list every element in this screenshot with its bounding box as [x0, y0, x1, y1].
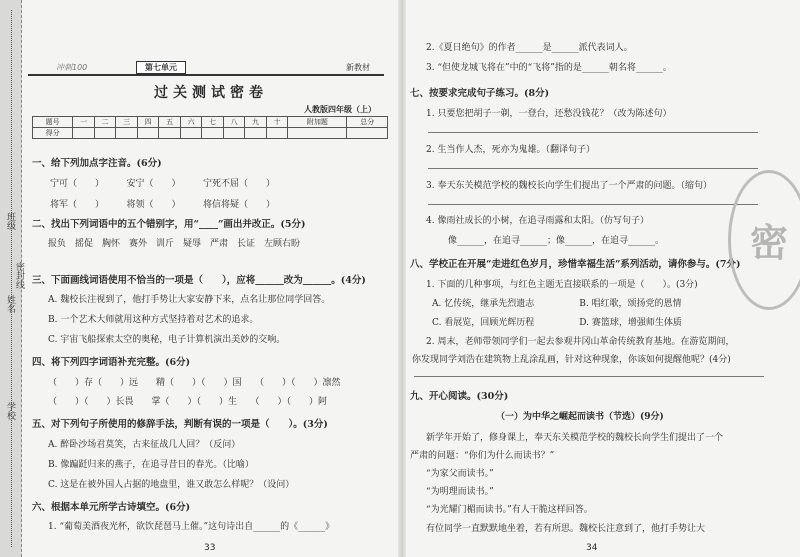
score-entry-cell[interactable] [202, 128, 224, 139]
section-6-question-3: 3. “但使龙城飞将在”中的“飞将”指的是______朝名将______。 [426, 63, 672, 73]
section-1-row-1: 宁可（ ） 安宁（ ） 宁死不屈（ ） [50, 179, 276, 189]
section-5-option-a: A. 醉卧沙场君莫笑，古来征战几人回？（反问） [48, 440, 241, 450]
score-cell: 九 [245, 117, 267, 128]
section-1-title: 一、给下列加点字注音。(6分) [32, 158, 162, 169]
score-entry-cell[interactable] [180, 128, 202, 139]
section-7-item-4: 4. 像雨社成长的小树，在追寻雨露和太阳。（仿写句子） [426, 216, 649, 226]
binding-label-school: 学校 [5, 402, 15, 420]
answer-line[interactable] [414, 376, 764, 377]
unit-header [28, 62, 384, 76]
reading-paragraph-3: “为明理而读书。” [426, 487, 494, 497]
unit-label: 第七单元 [136, 61, 186, 74]
section-8-title: 八、学校正在开展“走进红色岁月，珍惜幸福生活”系列活动，请你参与。(7分) [410, 259, 741, 270]
secret-stamp: 密 [728, 170, 800, 310]
section-8-question-1: 1. 下面的几种事项，与红色主题无直接联系的一项是（ ）。(3分) [426, 280, 698, 290]
score-entry-cell[interactable] [223, 128, 245, 139]
section-1-row-2: 将军（ ） 将领（ ） 将信将疑（ ） [50, 200, 276, 210]
section-7-title: 七、按要求完成句子练习。(8分) [410, 88, 550, 99]
section-7-item-1: 1. 只要您把胡子一剃，一登台，还愁没钱花？（改为陈述句） [426, 109, 672, 119]
binding-margin [0, 0, 22, 557]
section-5-title: 五、对下列句子所使用的修辞手法，判断有误的一项是（ ）。(3分) [32, 419, 328, 430]
page-number-right: 34 [586, 543, 598, 553]
section-4-row-2: （ ）（ ）长畏 掌（ ）（ ）生 （ ）（ ）阿 [48, 397, 328, 407]
score-cell: 七 [202, 117, 224, 128]
section-3-title: 三、下面画线词语使用不恰当的一项是（ ），应将______改为______。(4分) [32, 275, 366, 286]
answer-line[interactable] [428, 132, 758, 133]
section-7-item-3: 3. 奉天东关模范学校的魏校长向学生们提出了一个严肃的问题。（缩句） [426, 181, 712, 191]
score-cell: 八 [223, 117, 245, 128]
new-textbook-label: 新教材 [346, 63, 370, 72]
binding-label-class: 班级 [5, 212, 15, 230]
section-6-question-1: 1. “葡萄美酒夜光杯，欲饮琵琶马上催。”这句诗出自______的《______》 [48, 522, 335, 532]
reading-paragraph-4: “为光耀门楣而读书。”有人干脆这样回答。 [426, 505, 593, 515]
score-cell: 十 [266, 117, 288, 128]
score-cell: 五 [159, 117, 181, 128]
section-3-option-b: B. 一个艺术大师就用这种方式坚持着对艺术的追求。 [48, 315, 259, 325]
left-page [26, 0, 396, 557]
binding-label-seal: 密封线 [14, 262, 24, 289]
score-entry-cell[interactable] [137, 128, 159, 139]
reading-paragraph-5: 有位同学一直默默地坐着，若有所思。魏校长注意到了，他打手势让大 [426, 524, 706, 534]
section-4-title: 四、将下列四字词语补充完整。(6分) [32, 357, 191, 368]
header-rule [28, 74, 384, 76]
section-8-question-2a: 2. 周末，老师带领同学们一起去参观井冈山革命传统教育基地。在游览期间， [426, 337, 735, 347]
page-number-left: 33 [204, 543, 216, 553]
exam-title: 过关测试密卷 [154, 85, 268, 101]
section-6-title: 六、根据本单元所学古诗填空。(6分) [32, 502, 191, 513]
reading-paragraph-1a: 新学年开始了，修身课上，奉天东关模范学校的魏校长向学生们提出了一个 [426, 433, 724, 443]
section-4-row-1: （ ）存（ ）远 精（ ）（ ）国 （ ）（ ）凛然 [48, 378, 341, 388]
score-cell: 附加题 [288, 117, 347, 128]
score-table [32, 116, 388, 139]
score-label-cell: 得分 [33, 128, 73, 139]
section-6-question-2: 2.《夏日绝句》的作者______是______派代表词人。 [426, 43, 633, 53]
section-3-option-a: A. 魏校长注视到了，他打手势让大家安静下来，点名让那位同学回答。 [48, 295, 331, 305]
score-cell: 总分 [347, 117, 388, 128]
section-3-option-c: C. 宇宙飞船探索太空的奥秘，电子计算机演出美妙的交响。 [48, 335, 286, 345]
score-entry-cell[interactable] [94, 128, 116, 139]
section-8-options-cd: C. 看展览，回顾光辉历程 D. 赛篮球，增强师生体质 [432, 318, 682, 328]
answer-line[interactable] [428, 204, 758, 205]
score-entry-cell[interactable] [116, 128, 138, 139]
section-7-item-4-blanks: 像______，在追寻______；像______，在追寻______。 [448, 236, 665, 246]
score-entry-cell[interactable] [245, 128, 267, 139]
series-logo: 冲刺100 [56, 63, 88, 72]
score-cell: 题号 [33, 117, 73, 128]
section-2-words: 报负 摇促 胸怀 赛外 训斤 疑辱 严肃 长证 左顾右盼 [48, 239, 301, 249]
score-entry-cell[interactable] [288, 128, 347, 139]
section-8-question-2b: 你发现同学刘浩在建筑物上乱涂乱画，针对这种现象，你该如何提醒他呢？(4分) [412, 355, 731, 365]
section-2-title: 二、找出下列词语中的五个错别字，用“____”画出并改正。(5分) [32, 219, 306, 230]
score-cell: 六 [180, 117, 202, 128]
score-entry-cell[interactable] [73, 128, 95, 139]
binding-label-name: 姓名 [5, 295, 15, 313]
page-gutter [398, 0, 406, 557]
score-cell: 四 [137, 117, 159, 128]
score-cell: 三 [116, 117, 138, 128]
section-9-title: 九、开心阅读。(30分) [410, 391, 509, 402]
edition-label: 人教版四年级（上） [304, 105, 376, 114]
section-5-option-b: B. 像蹁跹归来的燕子，在追寻昔日的春光。（比喻） [48, 460, 254, 470]
score-table-score-row [33, 128, 388, 139]
score-table-header-row [33, 117, 388, 128]
score-cell: 二 [94, 117, 116, 128]
section-7-item-2: 2. 生当作人杰，死亦为鬼雄。（翻译句子） [426, 145, 595, 155]
section-8-options-ab: A. 忆传统，继承先烈遗志 B. 唱红歌，颂扬党的恩情 [432, 299, 682, 309]
score-entry-cell[interactable] [159, 128, 181, 139]
score-cell: 一 [73, 117, 95, 128]
reading-paragraph-2: “为家父而读书。” [426, 469, 494, 479]
answer-line[interactable] [428, 168, 758, 169]
score-entry-cell[interactable] [266, 128, 288, 139]
seal-line [11, 10, 12, 547]
section-5-option-c: C. 这是在被外国人占据的地盘里，谁又敢怎么样呢？（设问） [48, 480, 295, 490]
reading-paragraph-1b: 严肃的问题：“你们为什么而读书？” [410, 451, 555, 461]
reading-title: （一）为中华之崛起而读书（节选）(9分) [496, 412, 664, 422]
score-entry-cell[interactable] [347, 128, 388, 139]
